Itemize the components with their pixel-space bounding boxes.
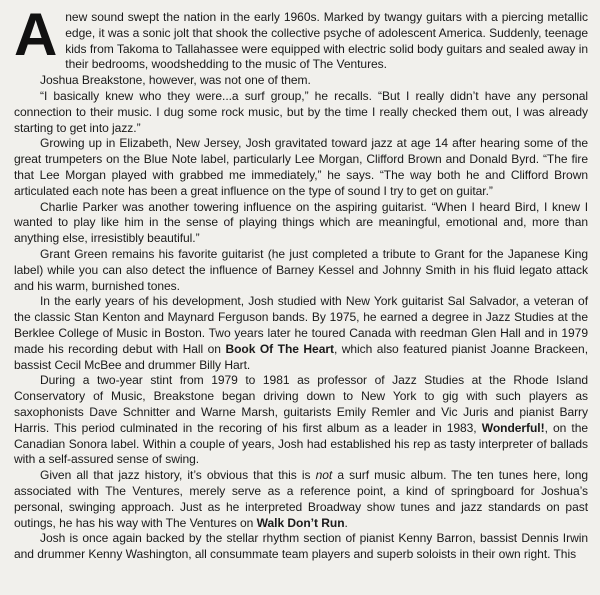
paragraph: Charlie Parker was another towering influence on the aspiring guitarist. “When I heard Bird, I knew I wanted to play like him in the sense of playing things which are meaningful, emotional and, more than anything else, irresistibly beautiful.” bbox=[14, 199, 588, 246]
paragraph: Growing up in Elizabeth, New Jersey, Josh gravitated toward jazz at age 14 after hearing some of the great trumpeters on the Blue Note label, particularly Lee Morgan, Clifford Brown and Donald Byrd. “The fire that Lee Morgan played with grabbed me immediately,” he says. “The way both he and Clifford Brown articulated each note has been a great influence on the type of sound I try to get on guitar.” bbox=[14, 136, 588, 198]
paragraph: In the early years of his development, Josh studied with New York guitarist Sal Salvador, a veteran of the classic Stan Kenton and Maynard Ferguson bands. By 1975, he earned a degree in Jazz Studies at the Berklee College of Music in Boston. Two years later he toured Canada with reedman Glen Hall and in 1979 made his recording debut with Hall on Book Of The Heart, which also featured pianist Joanne Brackeen, bassist Cecil McBee and drummer Billy Hart. bbox=[14, 294, 588, 372]
paragraph-intro: Anew sound swept the nation in the early 1960s. Marked by twangy guitars with a piercing metallic edge, it was a sonic jolt that shook the collective psyche of adolescent America. Suddenly, teenage kids from Takoma to Tallahassee were equipped with electric solid body guitars and sealed away in their bedrooms, woodshedding to the music of The Ventures. bbox=[14, 1, 588, 72]
paragraph: Joshua Breakstone, however, was not one of them. bbox=[40, 73, 311, 88]
paragraph: Grant Green remains his favorite guitarist (he just completed a tribute to Grant for the Japanese King label) while you can also detect the influence of Barney Kessel and Johnny Smith in his fluid legato attack and his warm, burnished tones. bbox=[14, 246, 588, 293]
paragraph: Josh is once again backed by the stellar rhythm section of pianist Kenny Barron, bassist Dennis Irwin and drummer Kenny Washington, all consummate team players and superb soloists in their own right. This bbox=[14, 531, 588, 562]
paragraph: “I basically knew who they were...a surf group,” he recalls. “But I really didn’t have any personal connection to their music. I dug some rock music, but by the time I really checked them out, I was already starting to get into jazz.” bbox=[14, 88, 588, 135]
song-title: Walk Don’t Run bbox=[256, 515, 345, 530]
emphasis: not bbox=[315, 468, 333, 483]
paragraph: Given all that jazz history, it’s obvious that this is not a surf music album. The ten tunes here, long associated with The Ventures, merely serve as a reference point, a kind of springboard for Joshua’s personal, swinging approach. Just as he interpreted Broadway show tunes and jazz standards on past outings, he has his way with The Ventures on Walk Don’t Run. bbox=[14, 468, 589, 530]
album-title: Wonderful! bbox=[481, 420, 545, 435]
paragraph: During a two-year stint from 1979 to 1981 as professor of Jazz Studies at the Rhode Island Conservatory of Music, Breakstone began driving down to New York to gig with such players as saxophonists Dave Schnitter and Warne Marsh, guitarists Emily Remler and Vic Juris and pianist Barry Harris. This period culminated in the recoring of his first album as a leader in 1983, Wonderful!, on the Canadian Sonora label. Within a couple of years, Josh had established his rep as tasty interpreter of ballads with a self-assured sense of swing. bbox=[14, 373, 588, 467]
drop-cap: A bbox=[14, 1, 58, 68]
album-title: Book Of The Heart bbox=[225, 341, 334, 356]
article-body bbox=[14, 1, 589, 563]
